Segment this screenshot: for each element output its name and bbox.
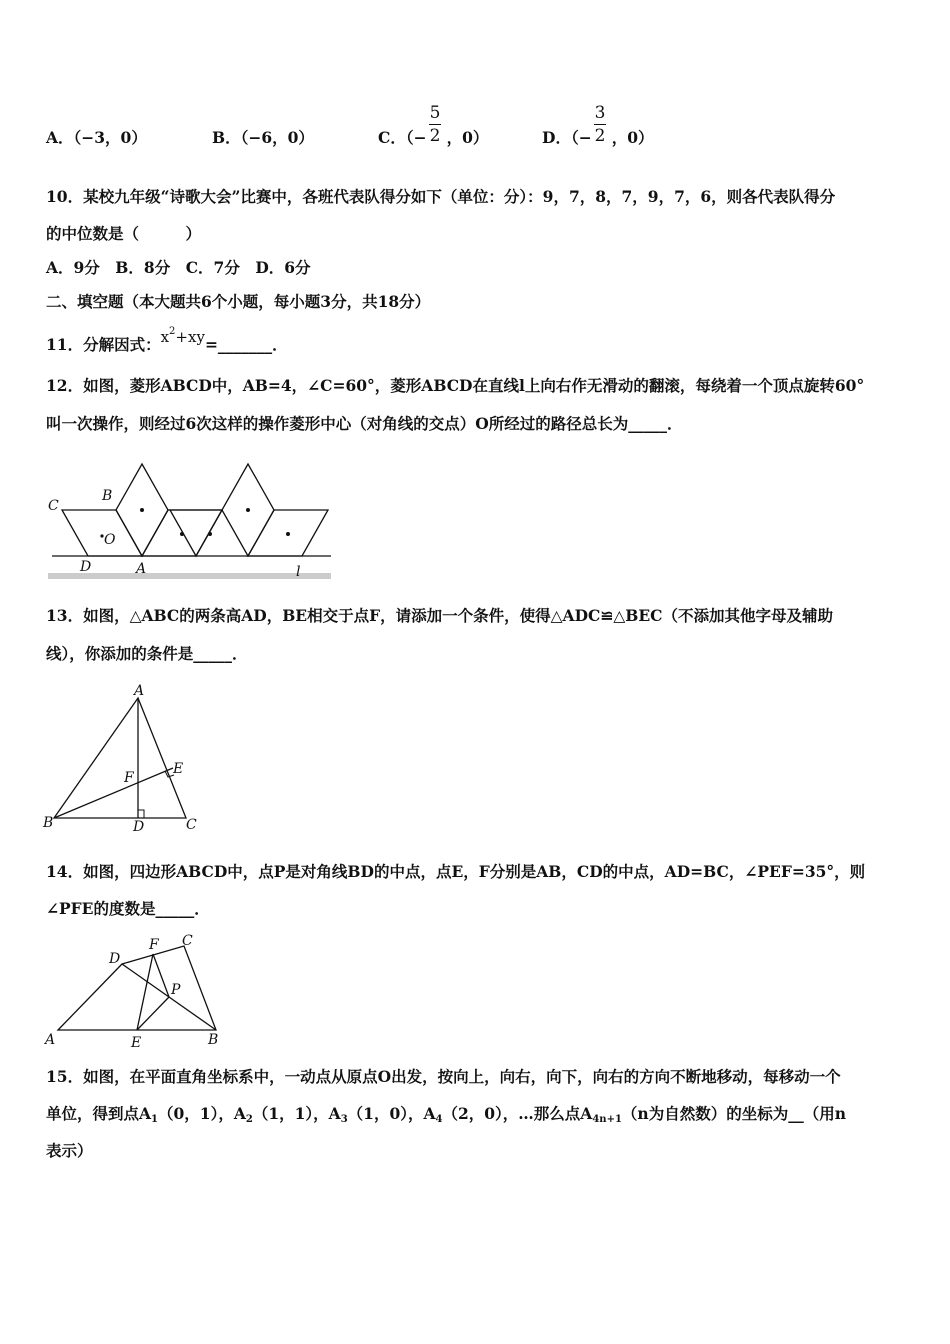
q15-line-1: 15．如图，在平面直角坐标系中，一动点从原点O出发，按向上，向右，向下，向右的方向不断地移动，每移动一个 bbox=[46, 1067, 841, 1086]
q9-option-d-denominator: 2 bbox=[594, 126, 606, 146]
q12-label-b: B bbox=[102, 488, 113, 504]
q9-option-c-numerator: 5 bbox=[429, 103, 441, 123]
q13-label-e: E bbox=[173, 761, 184, 777]
q13-line-1: 13．如图，△ABC的两条高AD，BE相交于点F，请添加一个条件，使得△ADC≌△BEC（不添加其他字母及辅助 bbox=[46, 606, 834, 625]
q9-option-c-fraction bbox=[429, 104, 441, 145]
q9-option-d-prefix: D．（− bbox=[542, 128, 592, 147]
segment-ef bbox=[137, 954, 153, 1030]
q13-label-a: A bbox=[134, 683, 145, 699]
q13-label-b: B bbox=[43, 815, 54, 831]
q10-line-1: 10．某校九年级“诗歌大会”比赛中，各班代表队得分如下（单位：分）：9，7，8，7，9，7，6，则各代表队得分 bbox=[46, 187, 836, 206]
segment-fp bbox=[153, 954, 169, 997]
rhombus-1 bbox=[62, 510, 142, 556]
q14-label-b: B bbox=[208, 1032, 219, 1048]
q9-option-c-prefix: C．（− bbox=[378, 128, 427, 147]
quadrilateral-midpoints-figure bbox=[40, 934, 230, 1054]
q9-option-c-denominator: 2 bbox=[429, 126, 441, 146]
q9-option-b: B．（−6，0） bbox=[212, 128, 314, 147]
q12-label-a: A bbox=[136, 561, 147, 577]
q9-option-d-numerator: 3 bbox=[594, 103, 606, 123]
q9-option-c-suffix: ，0） bbox=[446, 128, 489, 147]
q12-label-l: l bbox=[296, 564, 301, 580]
q11-prefix: 11．分解因式： bbox=[46, 335, 161, 354]
q12-label-c: C bbox=[48, 498, 59, 514]
q15-line-2: 单位，得到点$A_1(0$，1），$A_2(1$，1），$A_3(1$，0），$A_4(2$，0），…那么点$A_{4n+1}(n$为自然数）的坐标为__（用n bbox=[46, 1104, 846, 1125]
q14-line-1: 14．如图，四边形ABCD中，点P是对角线BD的中点，点E，F分别是AB，CD的中点，AD=BC，∠PEF=35°，则 bbox=[46, 862, 866, 881]
q13-label-f: F bbox=[124, 770, 134, 786]
q13-label-c: C bbox=[186, 817, 197, 833]
triangle-altitudes-figure bbox=[40, 682, 210, 837]
q11 bbox=[46, 326, 288, 355]
rhombus-rolling-figure bbox=[46, 458, 336, 583]
q14-label-d: D bbox=[109, 951, 121, 967]
q12-label-d: D bbox=[80, 559, 92, 575]
q14-line-2: ∠PFE的度数是_____． bbox=[46, 899, 210, 918]
q9-option-a: A．（−3，0） bbox=[46, 128, 147, 147]
q13-label-d: D bbox=[133, 819, 145, 835]
q13-line-2: 线），你添加的条件是_____． bbox=[46, 644, 248, 663]
q11-suffix: =_______． bbox=[204, 335, 288, 354]
q14-label-p: P bbox=[171, 982, 181, 998]
q10-line-2: 的中位数是（ ） bbox=[46, 224, 202, 243]
q14-label-f: F bbox=[149, 937, 159, 953]
q11-expression: $x^2+xy$ bbox=[160, 326, 205, 346]
q14-label-c: C bbox=[182, 934, 193, 949]
q14-label-e: E bbox=[131, 1035, 142, 1051]
q10-options: A．9分 B．8分 C．7分 D．6分 bbox=[46, 258, 311, 277]
q14-label-a: A bbox=[45, 1032, 56, 1048]
rhombus-3-edge bbox=[170, 510, 222, 556]
q12-label-o: O bbox=[104, 532, 116, 548]
q12-line-1: 12．如图，菱形ABCD中，AB=4，∠C=60°，菱形ABCD在直线l上向右作无滑动的翻滚，每绕着一个顶点旋转60° bbox=[46, 376, 865, 395]
segment-ep bbox=[137, 997, 169, 1030]
triangle-abc bbox=[54, 698, 186, 818]
quadrilateral-abcd bbox=[58, 946, 216, 1030]
q9-option-d-suffix: ，0） bbox=[611, 128, 654, 147]
q9-option-d-fraction bbox=[594, 104, 606, 145]
q12-line-2: 叫一次操作，则经过6次这样的操作菱形中心（对角线的交点）O所经过的路径总长为_____． bbox=[46, 414, 683, 433]
section-2-heading: 二、填空题（本大题共6个小题，每小题3分，共18分） bbox=[46, 292, 431, 311]
q15-line-3: 表示） bbox=[46, 1141, 93, 1160]
